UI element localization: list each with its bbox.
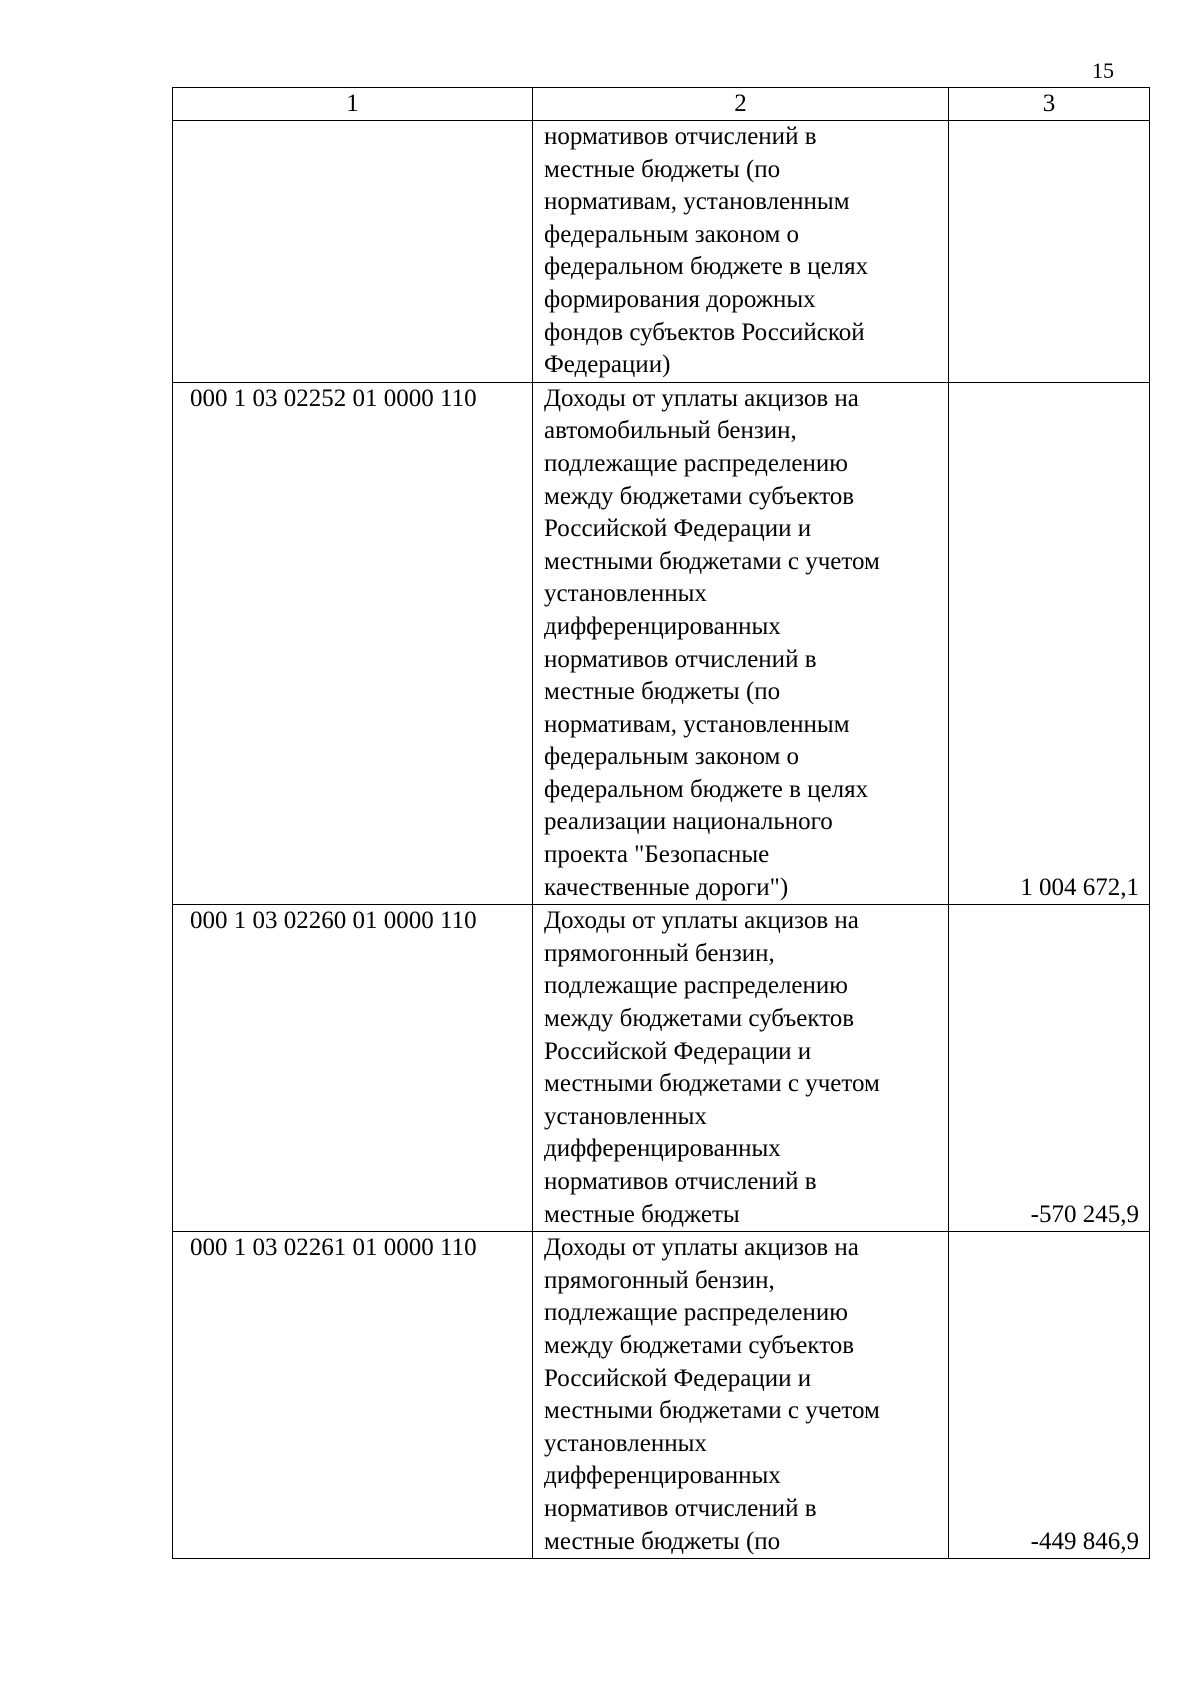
description-line: Доходы от уплаты акцизов на	[544, 1234, 859, 1262]
table-row	[173, 905, 1150, 1232]
description-line: качественные дороги")	[544, 873, 789, 901]
description-line: Российской Федерации и	[544, 1364, 812, 1392]
page-number: 15	[1092, 58, 1114, 83]
description-line: Российской Федерации и	[544, 1037, 812, 1065]
description-line: нормативов отчислений в	[544, 1168, 817, 1195]
column-header-1: 1	[173, 88, 533, 121]
table-row	[173, 382, 1150, 905]
description-line: нормативов отчислений в	[544, 123, 817, 150]
description-line: местные бюджеты	[544, 1200, 740, 1228]
description-line: Доходы от уплаты акцизов на	[544, 384, 859, 412]
description-cell	[533, 1232, 949, 1559]
column-header-3: 3	[949, 88, 1150, 121]
description-line: между бюджетами субъектов	[544, 482, 855, 510]
amount-cell	[949, 121, 1150, 383]
description-cell	[533, 382, 949, 905]
description-cell	[533, 905, 949, 1232]
description-line: местными бюджетами с учетом	[544, 1070, 880, 1098]
description-line: дифференцированных	[544, 1135, 781, 1163]
description-line: федеральным законом о	[544, 220, 800, 248]
description-line: местные бюджеты (по	[544, 678, 781, 706]
budget-code-cell: 000 1 03 02252 01 0000 110	[173, 382, 533, 905]
description-line: нормативам, установленным	[544, 188, 850, 216]
description-line: федеральном бюджете в целях	[544, 253, 869, 281]
description-line: Федерации)	[544, 351, 671, 379]
description-line: между бюджетами субъектов	[544, 1005, 855, 1033]
description-line: Доходы от уплаты акцизов на	[544, 907, 859, 935]
description-line: проекта "Безопасные	[544, 841, 770, 869]
budget-code-cell: 000 1 03 02260 01 0000 110	[173, 905, 533, 1232]
description-line: установленных	[544, 1102, 707, 1130]
budget-revenue-table	[172, 87, 1150, 1559]
description-line: местными бюджетами с учетом	[544, 547, 880, 575]
description-line: дифференцированных	[544, 1462, 781, 1490]
budget-code-cell: 000 1 03 02261 01 0000 110	[173, 1232, 533, 1559]
table-body	[173, 121, 1150, 1559]
description-line: нормативов отчислений в	[544, 1494, 817, 1522]
description-line: местными бюджетами с учетом	[544, 1397, 880, 1425]
description-line: между бюджетами субъектов	[544, 1331, 855, 1359]
description-line: прямогонный бензин,	[544, 939, 775, 967]
description-line: фондов субъектов Российской	[544, 318, 865, 346]
description-line: формирования дорожных	[544, 285, 816, 313]
description-line: реализации национального	[544, 808, 833, 836]
budget-code-cell	[173, 121, 533, 383]
description-line: нормативам, установленным	[544, 710, 850, 738]
description-line: автомобильный бензин,	[544, 417, 797, 445]
description-cell	[533, 121, 949, 383]
description-line: федеральном бюджете в целях	[544, 775, 869, 803]
description-line: подлежащие распределению	[544, 449, 848, 477]
description-line: федеральным законом о	[544, 743, 800, 771]
description-line: нормативов отчислений в	[544, 645, 817, 673]
table-row	[173, 1232, 1150, 1559]
column-header-2: 2	[533, 88, 949, 121]
description-line: прямогонный бензин,	[544, 1266, 775, 1294]
amount-cell: 1 004 672,1	[949, 382, 1150, 905]
table-header-row	[173, 88, 1150, 121]
amount-cell: -570 245,9	[949, 905, 1150, 1232]
description-line: Российской Федерации и	[544, 515, 812, 543]
table-row	[173, 121, 1150, 383]
amount-cell: -449 846,9	[949, 1232, 1150, 1559]
description-line: местные бюджеты (по	[544, 1527, 781, 1555]
description-line: местные бюджеты (по	[544, 155, 781, 183]
description-line: установленных	[544, 580, 707, 608]
description-line: подлежащие распределению	[544, 1299, 848, 1327]
description-line: подлежащие распределению	[544, 972, 848, 1000]
description-line: установленных	[544, 1429, 707, 1457]
description-line: дифференцированных	[544, 612, 781, 640]
